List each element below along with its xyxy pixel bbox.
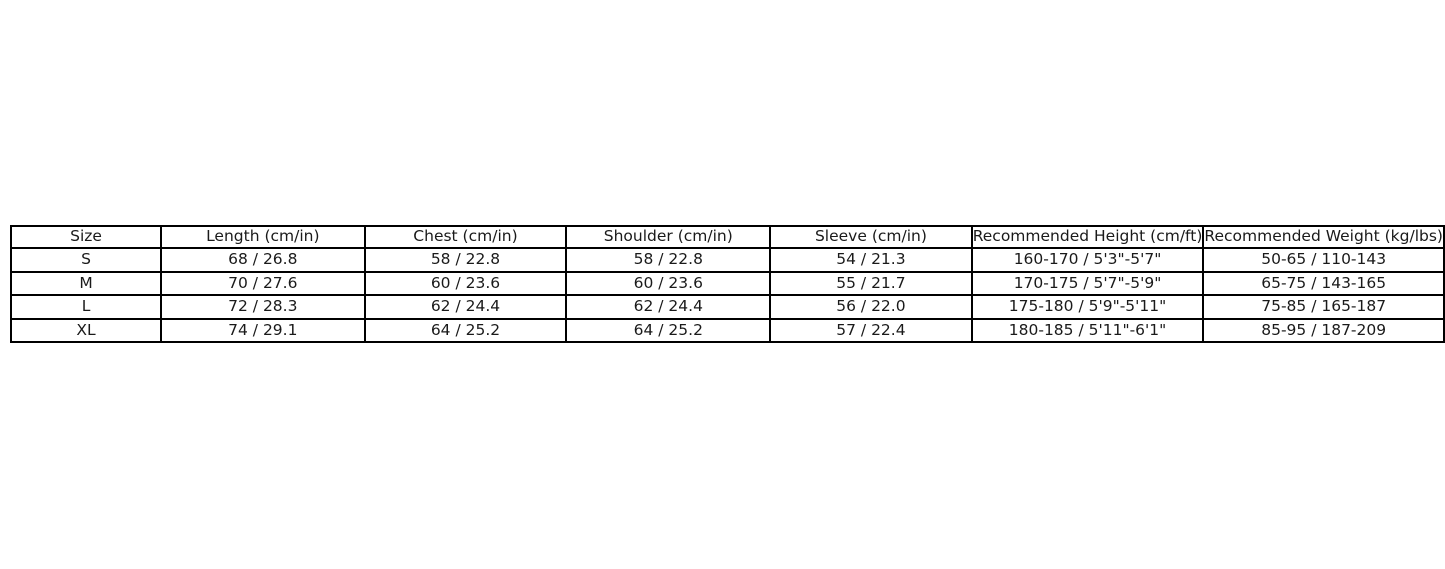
cell-length: 68 / 26.8 [161, 248, 364, 272]
cell-size: XL [11, 319, 161, 343]
cell-recommended-height: 175-180 / 5'9"-5'11" [972, 295, 1204, 319]
table-row-m [11, 272, 1444, 296]
cell-recommended-weight: 65-75 / 143-165 [1203, 272, 1444, 296]
table-row-s [11, 248, 1444, 272]
column-header-sleeve [770, 226, 972, 248]
cell-shoulder: 62 / 24.4 [566, 295, 770, 319]
column-header-length-label: Length (cm/in) [206, 227, 320, 246]
cell-chest: 64 / 25.2 [365, 319, 567, 343]
column-header-size-label: Size [70, 227, 102, 246]
cell-sleeve: 55 / 21.7 [770, 272, 972, 296]
cell-shoulder: 64 / 25.2 [566, 319, 770, 343]
column-header-chest-label: Chest (cm/in) [413, 227, 518, 246]
column-header-chest [365, 226, 567, 248]
cell-shoulder: 58 / 22.8 [566, 248, 770, 272]
cell-shoulder: 60 / 23.6 [566, 272, 770, 296]
cell-size: S [11, 248, 161, 272]
cell-recommended-height: 180-185 / 5'11"-6'1" [972, 319, 1204, 343]
cell-sleeve: 57 / 22.4 [770, 319, 972, 343]
header-row [11, 226, 1444, 248]
size-chart-table [10, 225, 1445, 343]
column-header-shoulder [566, 226, 770, 248]
cell-recommended-weight: 75-85 / 165-187 [1203, 295, 1444, 319]
cell-size: L [11, 295, 161, 319]
cell-sleeve: 56 / 22.0 [770, 295, 972, 319]
cell-recommended-weight: 85-95 / 187-209 [1203, 319, 1444, 343]
cell-size: M [11, 272, 161, 296]
column-header-recommended-weight-label: Recommended Weight (kg/lbs) [1204, 227, 1443, 246]
cell-length: 70 / 27.6 [161, 272, 364, 296]
column-header-recommended-height-label: Recommended Height (cm/ft) [972, 227, 1203, 246]
column-header-recommended-height [972, 226, 1204, 248]
cell-length: 72 / 28.3 [161, 295, 364, 319]
cell-recommended-height: 160-170 / 5'3"-5'7" [972, 248, 1204, 272]
column-header-length [161, 226, 364, 248]
cell-chest: 58 / 22.8 [365, 248, 567, 272]
cell-recommended-height: 170-175 / 5'7"-5'9" [972, 272, 1204, 296]
cell-length: 74 / 29.1 [161, 319, 364, 343]
column-header-recommended-weight [1203, 226, 1444, 248]
cell-sleeve: 54 / 21.3 [770, 248, 972, 272]
column-header-size [11, 226, 161, 248]
column-header-shoulder-label: Shoulder (cm/in) [603, 227, 733, 246]
cell-chest: 62 / 24.4 [365, 295, 567, 319]
cell-recommended-weight: 50-65 / 110-143 [1203, 248, 1444, 272]
table-row-l [11, 295, 1444, 319]
table-row-xl [11, 319, 1444, 343]
column-header-sleeve-label: Sleeve (cm/in) [814, 227, 927, 246]
cell-chest: 60 / 23.6 [365, 272, 567, 296]
